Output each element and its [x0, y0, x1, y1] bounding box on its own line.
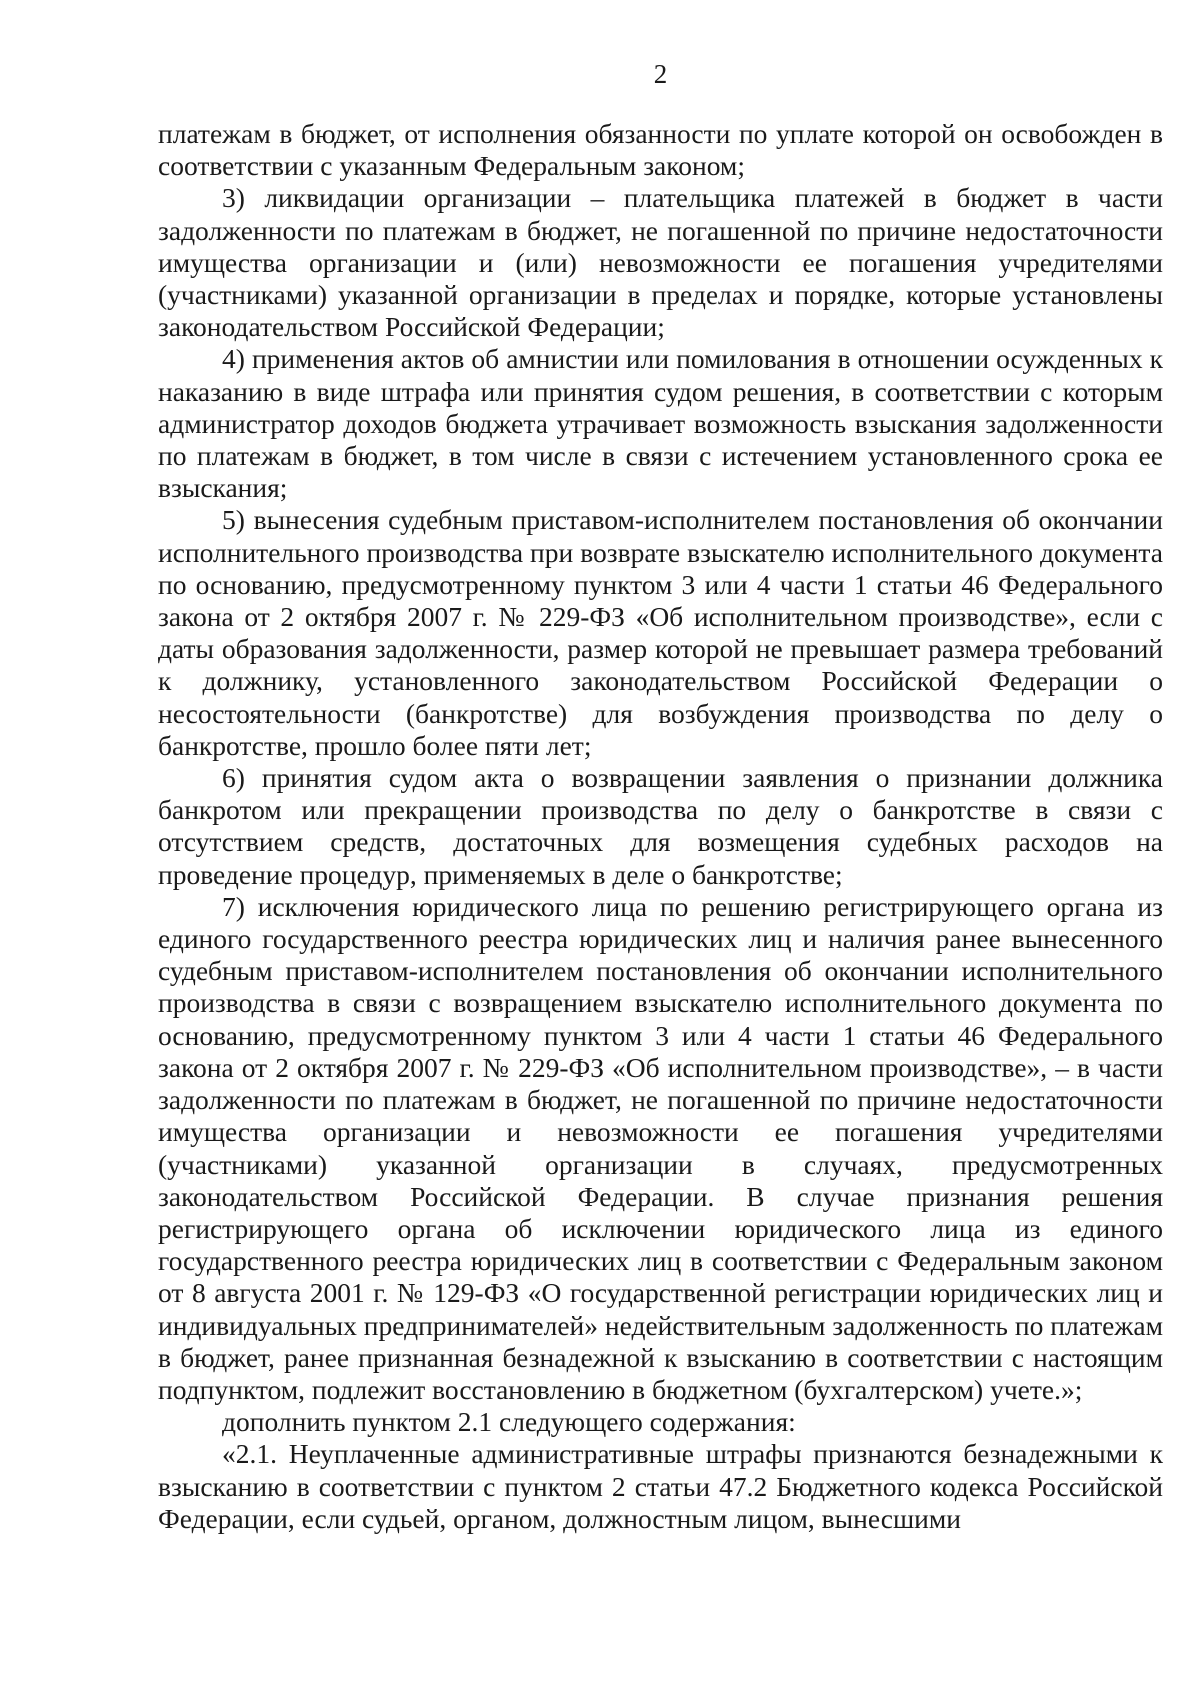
paragraph-continuation: платежам в бюджет, от исполнения обязанности по уплате которой он освобожден в соответствии с указанным Федеральным законом; [158, 118, 1163, 182]
paragraph-item-3: 3) ликвидации организации – плательщика платежей в бюджет в части задолженности по платежам в бюджет, не погашенной по причине недостаточности имущества организации и (или) невозможности ее погашения учредителями (участниками) указанной организации в пределах и порядке, которые установлены законодательством Российской Федерации; [158, 182, 1163, 343]
paragraph-item-4: 4) применения актов об амнистии или помилования в отношении осужденных к наказанию в виде штрафа или принятия судом решения, в соответствии с которым администратор доходов бюджета утрачивает возможность взыскания задолженности по платежам в бюджет, в том числе в связи с истечением установленного срока ее взыскания; [158, 343, 1163, 504]
paragraph-amendment-intro: дополнить пунктом 2.1 следующего содержания: [222, 1406, 796, 1438]
paragraph-item-6: 6) принятия судом акта о возвращении заявления о признании должника банкротом или прекращении производства по делу о банкротстве в связи с отсутствием средств, достаточных для возмещения судебных расходов на проведение процедур, применяемых в деле о банкротстве; [158, 762, 1163, 890]
page-number: 2 [653, 59, 668, 89]
paragraph-section-2-1: «2.1. Неуплаченные административные штрафы признаются безнадежными к взысканию в соответствии с пунктом 2 статьи 47.2 Бюджетного кодекса Российской Федерации, если судьей, органом, должностным лицом, вынесшими [158, 1438, 1163, 1534]
paragraph-item-7: 7) исключения юридического лица по решению регистрирующего органа из единого государственного реестра юридических лиц и наличия ранее вынесенного судебным приставом-исполнителем постановления об окончании исполнительного производства в связи с возвращением взыскателю исполнительного документа по основанию, предусмотренному пунктом 3 или 4 части 1 статьи 46 Федерального закона от 2 октября 2007 г. № 229-ФЗ «Об исполнительном производстве», – в части задолженности по платежам в бюджет, не погашенной по причине недостаточности имущества организации и невозможности ее погашения учредителями (участниками) указанной организации в случаях, предусмотренных законодательством Российской Федерации. В случае признания решения регистрирующего органа об исключении юридического лица из единого государственного реестра юридических лиц в соответствии с Федеральным законом от 8 августа 2001 г. № 129-ФЗ «О государственной регистрации юридических лиц и индивидуальных предпринимателей» недействительным задолженность по платежам в бюджет, ранее признанная безнадежной к взысканию в соответствии с настоящим подпунктом, подлежит восстановлению в бюджетном (бухгалтерском) учете.»; [158, 890, 1163, 1405]
paragraph-item-5: 5) вынесения судебным приставом-исполнителем постановления об окончании исполнительного производства при возврате взыскателю исполнительного документа по основанию, предусмотренному пунктом 3 или 4 части 1 статьи 46 Федерального закона от 2 октября 2007 г. № 229-ФЗ «Об исполнительном производстве», если с даты образования задолженности, размер которой не превышает размера требований к должнику, установленного законодательством Российской Федерации о несостоятельности (банкротстве) для возбуждения производства по делу о банкротстве, прошло более пяти лет; [158, 504, 1163, 761]
document-page [158, 58, 1163, 1535]
